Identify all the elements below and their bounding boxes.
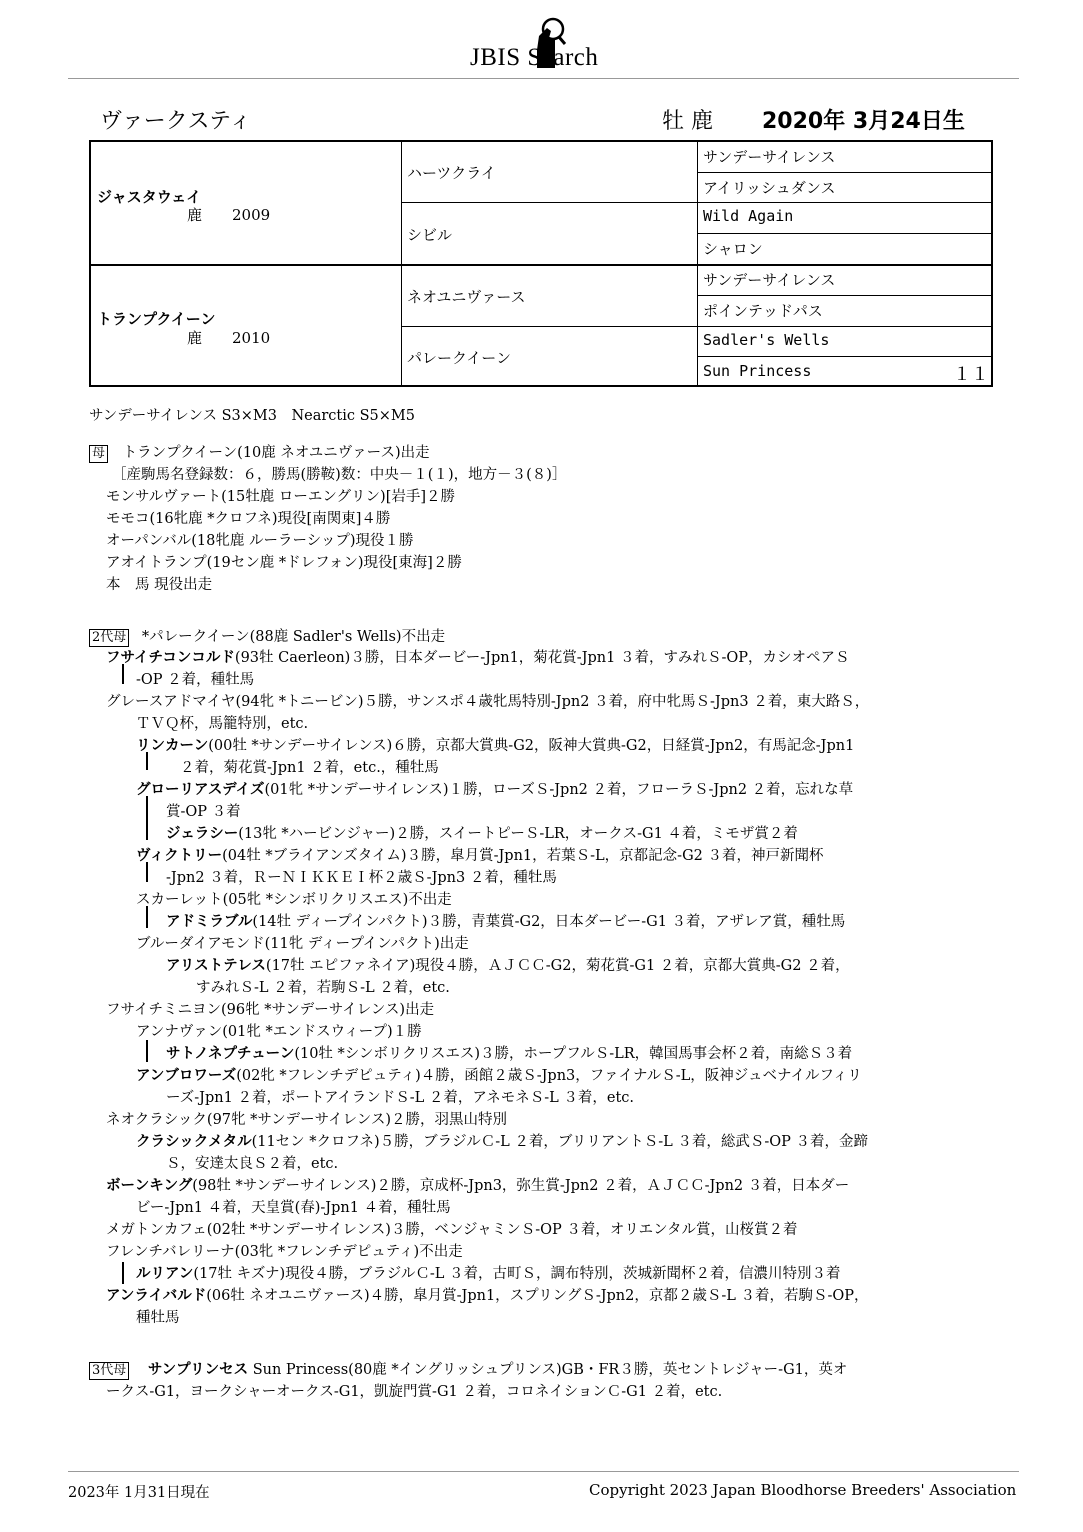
horse-name: ヴァークスティ <box>100 109 252 134</box>
family-line: フサイチコンコルド(93牡 Caerleon)３勝，日本ダービー-Jpn1，菊花賞-Jpn1 ３着，すみれＳ-OP，カシオペアＳ <box>106 650 850 666</box>
dam-line: 本 馬 現役出走 <box>106 577 213 593</box>
g3-dam-line: Sun Princess(80鹿 *イングリッシュプリンス)GB・FR３勝，英セントレジャー-G1，英オ <box>248 1362 848 1378</box>
g3-ancestor[interactable]: ポインテッドパス <box>703 302 823 320</box>
footer-date: 2023年 1月31日現在 <box>68 1485 210 1501</box>
family-line: ヴィクトリー(04牡 *ブライアンズタイム)３勝，皐月賞-Jpn1，若葉Ｓ-L，京都記念-G2 ３着，神戸新聞杯 <box>136 848 824 864</box>
family-connector <box>146 796 148 840</box>
dam-dam[interactable]: パレークイーン <box>407 349 511 367</box>
family-line: -Jpn2 ３着，ＲーＮＩＫＫＥＩ杯２歳Ｓ-Jpn3 ２着，種牡馬 <box>166 870 557 886</box>
family-line: Ｓ，安達太良Ｓ２着，etc. <box>166 1156 339 1172</box>
g2-label: 2代母 <box>89 629 129 647</box>
sire-name[interactable]: ジャスタウェイ <box>97 188 202 206</box>
sire-color-year: 鹿 2009 <box>187 206 271 224</box>
footer-divider <box>68 1471 1019 1472</box>
horse-birth-date: 2020年 3月24日生 <box>762 109 965 134</box>
g3-ancestor[interactable]: Sun Princess <box>703 362 812 380</box>
family-line: 種牡馬 <box>136 1310 180 1326</box>
g3-ancestor[interactable]: サンデーサイレンス <box>703 271 836 289</box>
family-line: サトノネプチューン(10牡 *シンボリクリスエス)３勝，ホープフルＳ-LR，韓国馬事会杯２着，南総Ｓ３着 <box>166 1046 853 1062</box>
footer-copyright: Copyright 2023 Japan Bloodhorse Breeders' Association <box>589 1481 1017 1499</box>
family-connector <box>122 664 124 684</box>
family-line: 賞-OP ３着 <box>166 804 241 820</box>
family-line: ネオクラシック(97牝 *サンデーサイレンス)２勝，羽黒山特別 <box>106 1112 508 1128</box>
family-line: グレースアドマイヤ(94牝 *トニービン)５勝，サンスポ４歳牝馬特別-Jpn2 ３着，府中牝馬Ｓ-Jpn3 ２着，東大路Ｓ， <box>106 694 870 710</box>
g2-section-header <box>89 625 445 647</box>
pedigree-table <box>89 140 993 387</box>
dam-line: アオイトランプ(19セン鹿 *ドレフォン)現役[東海]２勝 <box>106 555 462 571</box>
g3-ancestor[interactable]: Sadler's Wells <box>703 331 830 349</box>
family-line: フレンチバレリーナ(03牝 *フレンチデピュティ)不出走 <box>106 1244 463 1260</box>
family-line: すみれＳ-L ２着，若駒Ｓ-L ２着，etc. <box>196 980 450 996</box>
family-line: アドミラブル(14牡 ディープインパクト)３勝，青葉賞-G2，日本ダービー-G1 ３着，アザレア賞，種牡馬 <box>166 914 846 930</box>
family-connector <box>146 906 148 928</box>
dam-line: オーパンバル(18牝鹿 ルーラーシップ)現役１勝 <box>106 533 414 549</box>
dam-section-header <box>89 441 430 463</box>
horse-sex-color: 牡 鹿 <box>662 109 713 134</box>
logo-text: JBIS Search <box>470 44 599 71</box>
jbis-logo[interactable] <box>470 14 640 74</box>
dam-sire[interactable]: ネオユニヴァース <box>407 288 526 306</box>
family-line: クラシックメタル(11セン *クロフネ)５勝，ブラジルＣ-L ２着，ブリリアントＳ-L ３着，総武Ｓ-OP ３着，金蹄 <box>136 1134 869 1150</box>
dam-color-year: 鹿 2010 <box>187 329 271 347</box>
family-line: リンカーン(00牡 *サンデーサイレンス)６勝，京都大賞典-G2，阪神大賞典-G2，日経賞-Jpn2，有馬記念-Jpn1 <box>136 738 855 754</box>
dam-name[interactable]: トランプクイーン <box>97 310 216 328</box>
family-line: アンナヴァン(01牝 *エンドスウィープ)１勝 <box>136 1024 422 1040</box>
dam-line: ［産駒馬名登録数：６，勝馬(勝鞍)数：中央－１(１)，地方－３(８)］ <box>112 467 567 483</box>
g3-ancestor[interactable]: サンデーサイレンス <box>703 148 836 166</box>
family-line: スカーレット(05牝 *シンボリクリスエス)不出走 <box>136 892 452 908</box>
family-connector <box>146 862 148 882</box>
g3-section-header <box>89 1358 847 1380</box>
family-line: ＴＶＱ杯，馬籠特別，etc. <box>136 716 309 732</box>
dam-line: トランプクイーン(10鹿 ネオユニヴァース)出走 <box>122 445 430 461</box>
family-number: １１ <box>953 364 989 385</box>
sire-sire[interactable]: ハーツクライ <box>407 164 496 182</box>
family-line: グローリアスデイズ(01牝 *サンデーサイレンス)１勝，ローズＳ-Jpn2 ２着，フローラＳ-Jpn2 ２着，忘れな草 <box>136 782 854 798</box>
family-line: -OP ２着，種牡馬 <box>136 672 255 688</box>
inbreeding-info: サンデーサイレンス S3×M3 Nearctic S5×M5 <box>89 408 415 424</box>
g3-ancestor[interactable]: Wild Again <box>703 207 794 225</box>
g3-dam-line: ークス-G1，ヨークシャーオークス-G1，凱旋門賞-G1 ２着，コロネイションＣ-G1 ２着，etc. <box>106 1384 723 1400</box>
family-line: アンブロワーズ(02牝 *フレンチデピュティ)４勝，函館２歳Ｓ-Jpn3，ファイナルＳ-L，阪神ジュベナイルフィリ <box>136 1068 862 1084</box>
dam-line: モモコ(16牝鹿 *クロフネ)現役[南関東]４勝 <box>106 511 391 527</box>
dam-label: 母 <box>89 445 108 463</box>
family-line: ブルーダイアモンド(11牝 ディープインパクト)出走 <box>136 936 469 952</box>
g3-label: 3代母 <box>89 1362 129 1380</box>
family-line: メガトンカフェ(02牡 *サンデーサイレンス)３勝，ベンジャミンＳ-OP ３着，オリエンタル賞，山桜賞２着 <box>106 1222 798 1238</box>
family-line: フサイチミニヨン(96牝 *サンデーサイレンス)出走 <box>106 1002 435 1018</box>
family-line: ボーンキング(98牡 *サンデーサイレンス)２勝，京成杯-Jpn3，弥生賞-Jpn2 ２着，ＡＪＣＣ-Jpn2 ３着，日本ダー <box>106 1178 850 1194</box>
family-line: ビー-Jpn1 ４着，天皇賞(春)-Jpn1 ４着，種牡馬 <box>136 1200 451 1216</box>
family-connector <box>146 1040 148 1062</box>
family-line: ルリアン(17牡 キズナ)現役４勝，ブラジルＣ-L ３着，古町Ｓ，調布特別，茨城新聞杯２着，信濃川特別３着 <box>136 1266 841 1282</box>
g3-ancestor[interactable]: シャロン <box>703 240 763 258</box>
dam-line: モンサルヴァート(15牡鹿 ローエングリン)[岩手]２勝 <box>106 489 456 505</box>
family-connector <box>122 1262 124 1284</box>
g2-dam-line: *パレークイーン(88鹿 Sadler's Wells)不出走 <box>141 629 446 645</box>
sire-dam[interactable]: シビル <box>407 226 453 244</box>
family-line: アンライバルド(06牡 ネオユニヴァース)４勝，皐月賞-Jpn1，スプリングＳ-Jpn2，京都２歳Ｓ-L ３着，若駒Ｓ-OP， <box>106 1288 869 1304</box>
family-line: ２着，菊花賞-Jpn1 ２着，etc.，種牡馬 <box>180 760 439 776</box>
family-line: アリストテレス(17牡 エピファネイア)現役４勝，ＡＪＣＣ-G2，菊花賞-G1 ２着，京都大賞典-G2 ２着， <box>166 958 850 974</box>
g3-ancestor[interactable]: アイリッシュダンス <box>703 179 836 197</box>
family-line: ジェラシー(13牝 *ハービンジャー)２勝，スイートピーＳ-LR，オークス-G1 ４着，ミモザ賞２着 <box>166 826 798 842</box>
header-divider <box>68 78 1019 79</box>
family-line: ーズ-Jpn1 ２着，ポートアイランドＳ-L ２着，アネモネＳ-L ３着，etc. <box>166 1090 635 1106</box>
g3-dam-name[interactable]: サンプリンセス <box>147 1362 249 1378</box>
